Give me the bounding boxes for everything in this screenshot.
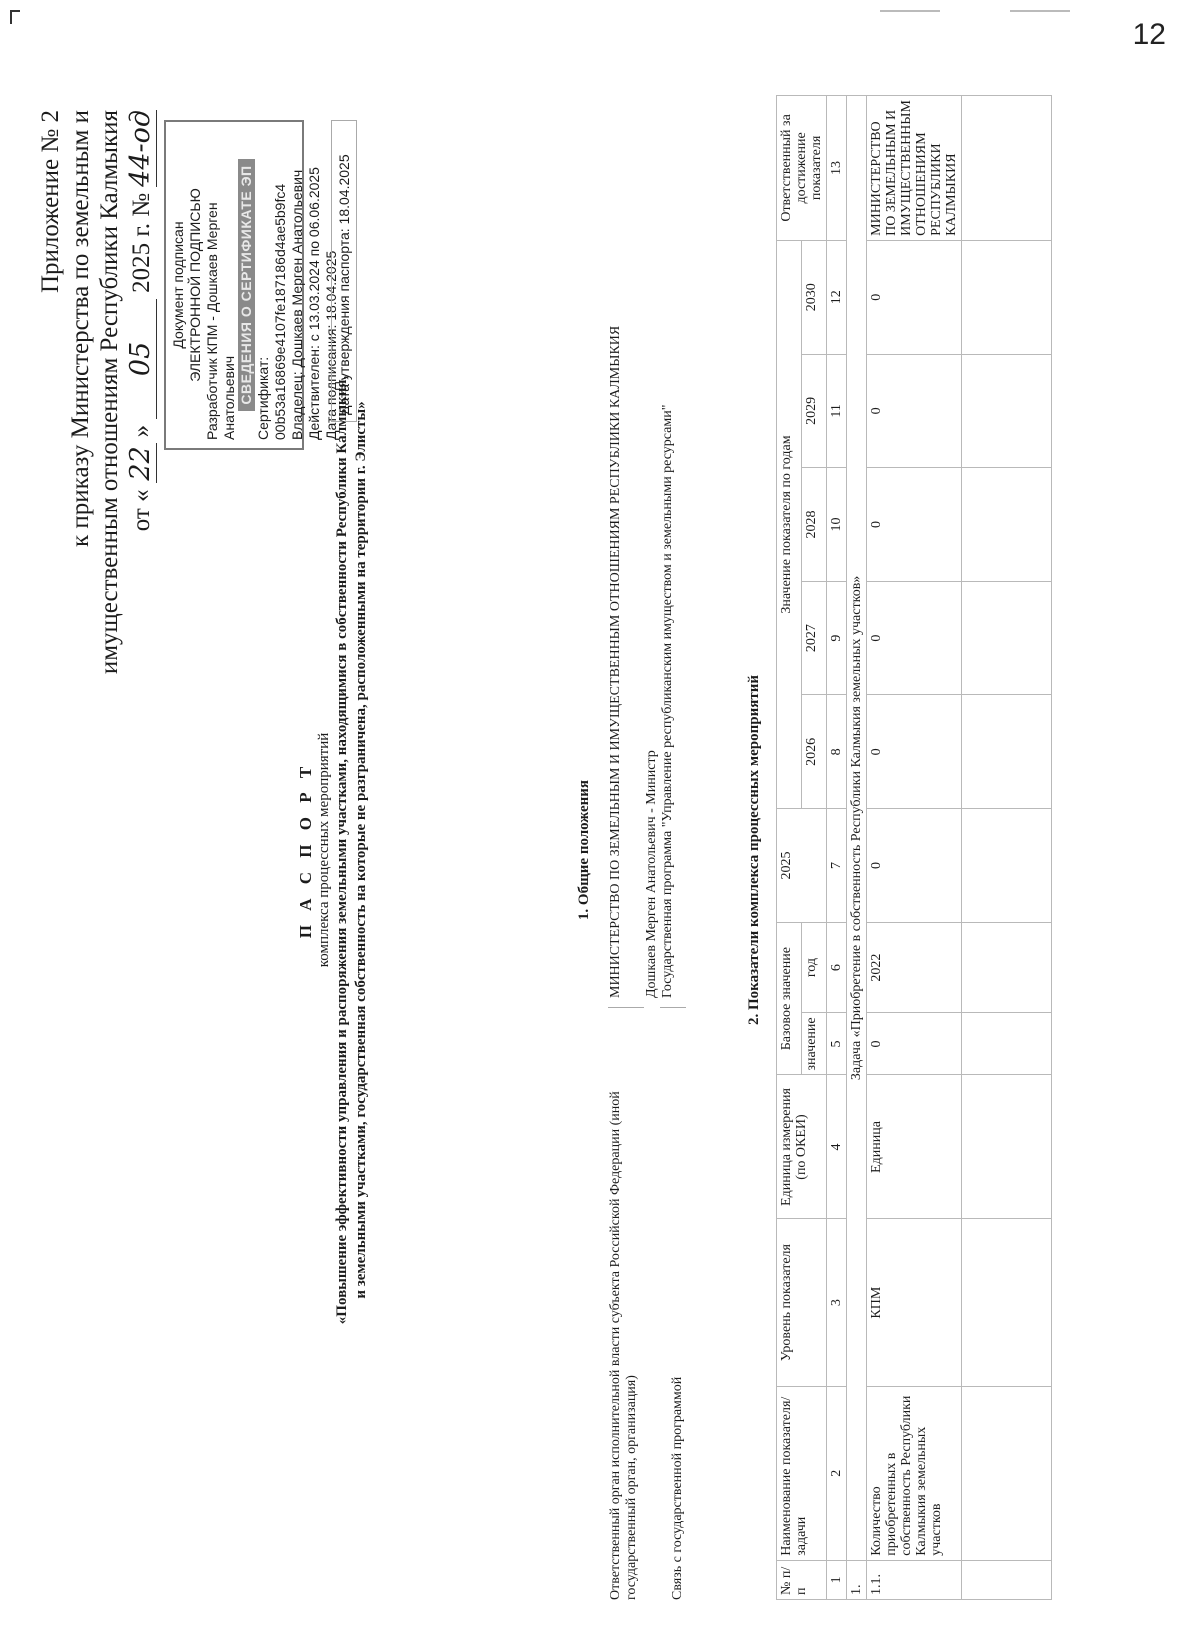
- signature-line1: Документ подписан: [170, 221, 186, 349]
- col-number: 13: [827, 96, 847, 241]
- appendix-header: [36, 110, 157, 674]
- value-2025: 0: [867, 809, 962, 923]
- col-number: 6: [827, 922, 847, 1013]
- col-number: 1: [827, 1560, 847, 1599]
- responsible-body-value: МИНИСТЕРСТВО ПО ЗЕМЕЛЬНЫМ И ИМУЩЕСТВЕННЫМ ОТНОШЕНИЯМ РЕСПУБЛИКИ КАЛМЫКИЯ: [608, 325, 623, 998]
- appendix-from: от «: [127, 489, 155, 532]
- appendix-line3: имущественным отношениям Республики Калмыкия: [96, 110, 123, 675]
- header-responsible: Ответственный за достижение показателя: [777, 96, 827, 241]
- row-number: 1.1.: [867, 1560, 962, 1599]
- passport-name-line1: «Повышение эффективности управления и распоряжения земельными участками, находящимися в собственности Республики Калмыкия,: [334, 375, 350, 1325]
- task-row: [847, 96, 867, 1600]
- indicators-table-wrap: [776, 95, 1052, 1600]
- certificate-label: Сертификат:: [255, 356, 271, 440]
- header-values-by-year: Значение показателя по годам: [777, 240, 802, 808]
- passport-title-block: [296, 70, 371, 1630]
- value-2029: 0: [867, 354, 962, 468]
- header-year-2029: 2029: [802, 354, 827, 468]
- appendix-month: 05: [125, 299, 158, 419]
- empty-row: [962, 96, 1052, 1600]
- value-2027: 0: [867, 581, 962, 695]
- page-number: 12: [1132, 18, 1166, 51]
- header-year-2025: 2025: [777, 809, 827, 923]
- header-year-2026: 2026: [802, 695, 827, 809]
- document-sheet: [28, 70, 1158, 1630]
- responsible-org: МИНИСТЕРСТВО ПО ЗЕМЕЛЬНЫМ И ИМУЩЕСТВЕННЫМ ОТНОШЕНИЯМ РЕСПУБЛИКИ КАЛМЫКИЯ: [867, 96, 962, 241]
- signature-stamp: [164, 120, 339, 450]
- curator-value: Дошкаев Мерген Анатольевич - Министр: [644, 750, 659, 998]
- header-year-2027: 2027: [802, 581, 827, 695]
- header-base-value: значение: [802, 1013, 827, 1075]
- appendix-order-line: [125, 110, 158, 674]
- table-row: [867, 96, 962, 1600]
- header-name: Наименование показателя/задачи: [777, 1386, 827, 1560]
- indicator-name: Количество приобретенных в собственность Республики Калмыкия земельных участков: [867, 1386, 962, 1560]
- general-provisions: [608, 100, 718, 1600]
- divider: [608, 1007, 644, 1008]
- section1-heading: 1. Общие положения: [576, 779, 592, 921]
- program-link-value: Государственная программа "Управление республиканским имуществом и земельными ресурсами": [660, 404, 675, 998]
- passport-subtitle: комплекса процессных мероприятий: [316, 732, 332, 968]
- passport-title: П А С П О Р Т: [296, 761, 315, 939]
- header-level: Уровень показателя: [777, 1219, 827, 1386]
- task-number: 1.: [847, 1560, 867, 1599]
- signature-developer: Разработчик КПМ - Дошкаев Мерген Анатольевич: [204, 202, 237, 440]
- appendix-order-number: 44-од: [124, 110, 156, 187]
- signature-line2: ЭЛЕКТРОННОЙ ПОДПИСЬЮ: [187, 188, 203, 382]
- certificate-validity: Действителен: с 13.03.2024 по 06.06.2025: [306, 167, 322, 440]
- appendix-line2: к приказу Министерства по земельным и: [66, 110, 94, 547]
- divider: [660, 1007, 686, 1008]
- col-number: 7: [827, 809, 847, 923]
- col-number: 2: [827, 1386, 847, 1560]
- header-year-2028: 2028: [802, 468, 827, 582]
- col-number: 4: [827, 1075, 847, 1219]
- scan-edge-line: [1010, 10, 1070, 12]
- col-number: 3: [827, 1219, 847, 1386]
- scan-corner-mark: [10, 10, 20, 24]
- appendix-year: 2025 г. №: [127, 192, 155, 293]
- certificate-owner: Владелец: Дошкаев Мерген Анатольевич: [289, 169, 305, 440]
- column-number-row: [827, 96, 847, 1600]
- indicators-table: [776, 95, 1052, 1600]
- approval-date: Дата утверждения паспорта: 18.04.2025: [331, 120, 357, 422]
- base-year: 2022: [867, 922, 962, 1013]
- col-number: 11: [827, 354, 847, 468]
- value-2028: 0: [867, 468, 962, 582]
- certificate-header: СВЕДЕНИЯ О СЕРТИФИКАТЕ ЭП: [238, 159, 255, 410]
- passport-name-line2: и земельными участками, государственная собственность на которые не разграничена, расположенными на территории г. Элисты»: [353, 401, 369, 1299]
- scan-edge-line: [880, 10, 940, 12]
- value-2030: 0: [867, 240, 962, 354]
- indicator-unit: Единица: [867, 1075, 962, 1219]
- header-unit: Единица измерения (по ОКЕИ): [777, 1075, 827, 1219]
- indicator-level: КПМ: [867, 1219, 962, 1386]
- header-base-year: год: [802, 922, 827, 1013]
- program-link-label: Связь с государственной программой: [670, 1376, 685, 1600]
- col-number: 12: [827, 240, 847, 354]
- col-number: 9: [827, 581, 847, 695]
- certificate-sign-date: Дата подписания: 18.04.2025: [323, 250, 339, 440]
- task-text: Задача «Приобретение в собственность Республики Калмыкия земельных участков»: [847, 96, 867, 1561]
- header-year-2030: 2030: [802, 240, 827, 354]
- base-value: 0: [867, 1013, 962, 1075]
- value-2026: 0: [867, 695, 962, 809]
- col-number: 10: [827, 468, 847, 582]
- col-number: 8: [827, 695, 847, 809]
- appendix-quote: »: [127, 424, 155, 438]
- appendix-line1: Приложение № 2: [37, 110, 64, 294]
- header-num: № п/п: [777, 1560, 827, 1599]
- header-base: Базовое значение: [777, 922, 802, 1075]
- appendix-day: 22: [125, 443, 158, 483]
- certificate-id: 00b53a16869e4107fe187186d4ae5b9fc4: [272, 183, 288, 440]
- section2-heading: 2. Показатели комплекса процессных мероприятий: [746, 675, 762, 1026]
- responsible-body-label: Ответственный орган исполнительной власти субъекта Российской Федерации (иной государственный орган, организация): [608, 1091, 639, 1600]
- col-number: 5: [827, 1013, 847, 1075]
